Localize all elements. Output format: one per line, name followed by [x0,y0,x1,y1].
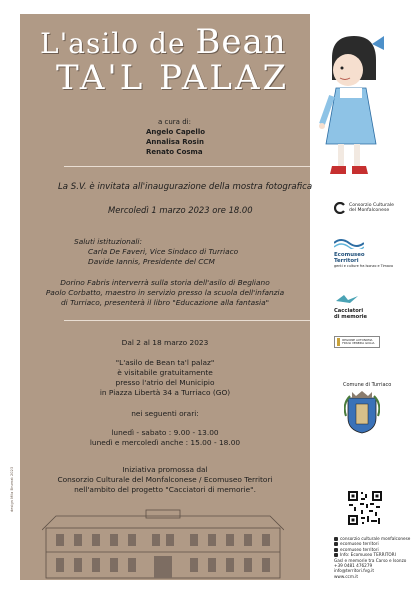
greetings-line: Carla De Faveri, Vice Sindaco di Turriaco [88,247,239,256]
divider [64,166,310,167]
facebook-icon [334,537,338,541]
curator-name: Annalisa Rosin [146,138,204,146]
municipio-building-illustration [42,508,284,580]
cacciatori-logo-line: Cacciatori [334,308,364,314]
ecomuseo-wave-icon [334,237,364,249]
curated-label: a cura di: [158,118,191,126]
facebook-icon [334,542,338,546]
title-line-2: TA'L PALAZ [56,58,290,98]
curator-name: Angelo Capello [146,128,206,136]
turriaco-crest-icon [344,390,380,434]
regione-logo [334,336,380,348]
exhibit-line: è visitabile gratuitamente [117,368,213,377]
contacts [334,536,410,579]
info-icon [334,553,338,557]
greetings [74,237,238,267]
hours [20,428,310,448]
curated-by [130,117,310,157]
ccm-logo-icon [334,202,346,214]
invitation-text: La S.V. è invitata all'inaugurazione della mostra fotografica [58,182,313,192]
contact-row[interactable]: www.ccm.it [334,573,359,579]
exhibit-line: in Piazza Libertà 34 a Turriaco (GO) [99,388,231,397]
ccm-logo-line: Consorzio Culturale [349,202,394,208]
contact-row[interactable]: consorzio culturale monfalconese [334,536,410,541]
title-prefix: L'asilo de [40,27,196,60]
contact-row[interactable]: info@territori.fvg.it [334,568,374,574]
exhibit-info [20,358,310,398]
contact-row[interactable]: +39 0481 476279 [334,563,373,569]
contact-row[interactable]: ecomuseo territori [334,547,410,552]
cacciatori-logo [334,290,367,320]
promoted-line: Consorzio Culturale del Monfalconese / Ecomuseo Territori [57,475,273,484]
greetings-line: Davide Iannis, Presidente del CCM [88,257,215,266]
hours-line: lunedì e mercoledì anche : 15.00 - 18.00 [89,438,241,447]
speaker-line: di Turriaco, presenterà il libro "Educazione alla fantasia" [60,298,270,307]
exhibit-line: presso l'atrio del Municipio [115,378,215,387]
contact-row: Gasl e memorie tra Carso e Isonzo [334,557,407,563]
ecomuseo-logo-line: Territori [334,257,359,264]
promoted-by [20,465,310,495]
cacciatori-bird-icon [334,293,360,305]
speaker-line: Paolo Corbatto, maestro in servizio presso la scuola dell'infanzia [45,288,285,297]
instagram-icon [334,548,338,552]
hours-heading: nei seguenti orari: [131,409,199,418]
ecomuseo-logo [334,234,393,270]
promoted-line: Iniziativa promossa dal [122,465,208,474]
curator-name: Renato Cosma [146,148,203,156]
exhibit-line: "L'asilo de Bean ta'l palaz" [115,358,215,367]
opening-date: Mercoledì 1 marzo 2023 ore 18.00 [108,205,253,215]
contact-row[interactable]: ecomuseo territori [334,541,410,546]
title-bean: Bean [195,22,287,62]
qr-code[interactable] [347,490,383,526]
period: Dal 2 al 18 marzo 2023 [121,338,209,347]
regione-logo-text: REGIONE AUTONOMA FRIULI VENEZIA GIULIA [342,337,375,345]
contact-row: Info: Ecomuseo TERRITORI [334,552,410,557]
hours-line: lunedì - sabato : 9.00 - 13.00 [111,428,219,437]
speaker-line: Dorino Fabris interverrà sulla storia dell'asilo di Begliano [60,278,270,287]
ecomuseo-logo-line: Ecomuseo [334,252,365,258]
greetings-heading: Saluti istituzionali: [74,237,142,246]
regione-eagle-icon [337,338,340,346]
speakers [20,278,310,308]
design-credit: design Mila Brumat 2023 [10,466,14,512]
ccm-logo [334,202,394,214]
title-line-1 [40,22,320,62]
ecomuseo-subtitle: genti e culture fra Isonzo e Timavo [334,264,394,268]
divider [64,320,310,321]
promoted-line: nell'ambito del progetto "Cacciatori di memorie". [74,485,256,494]
cacciatori-logo-line: di memorie [334,313,368,320]
ccm-logo-line: del Monfalconese [349,208,390,213]
comune-label: Comune di Turriaco [343,382,392,388]
girl-illustration [318,32,390,182]
